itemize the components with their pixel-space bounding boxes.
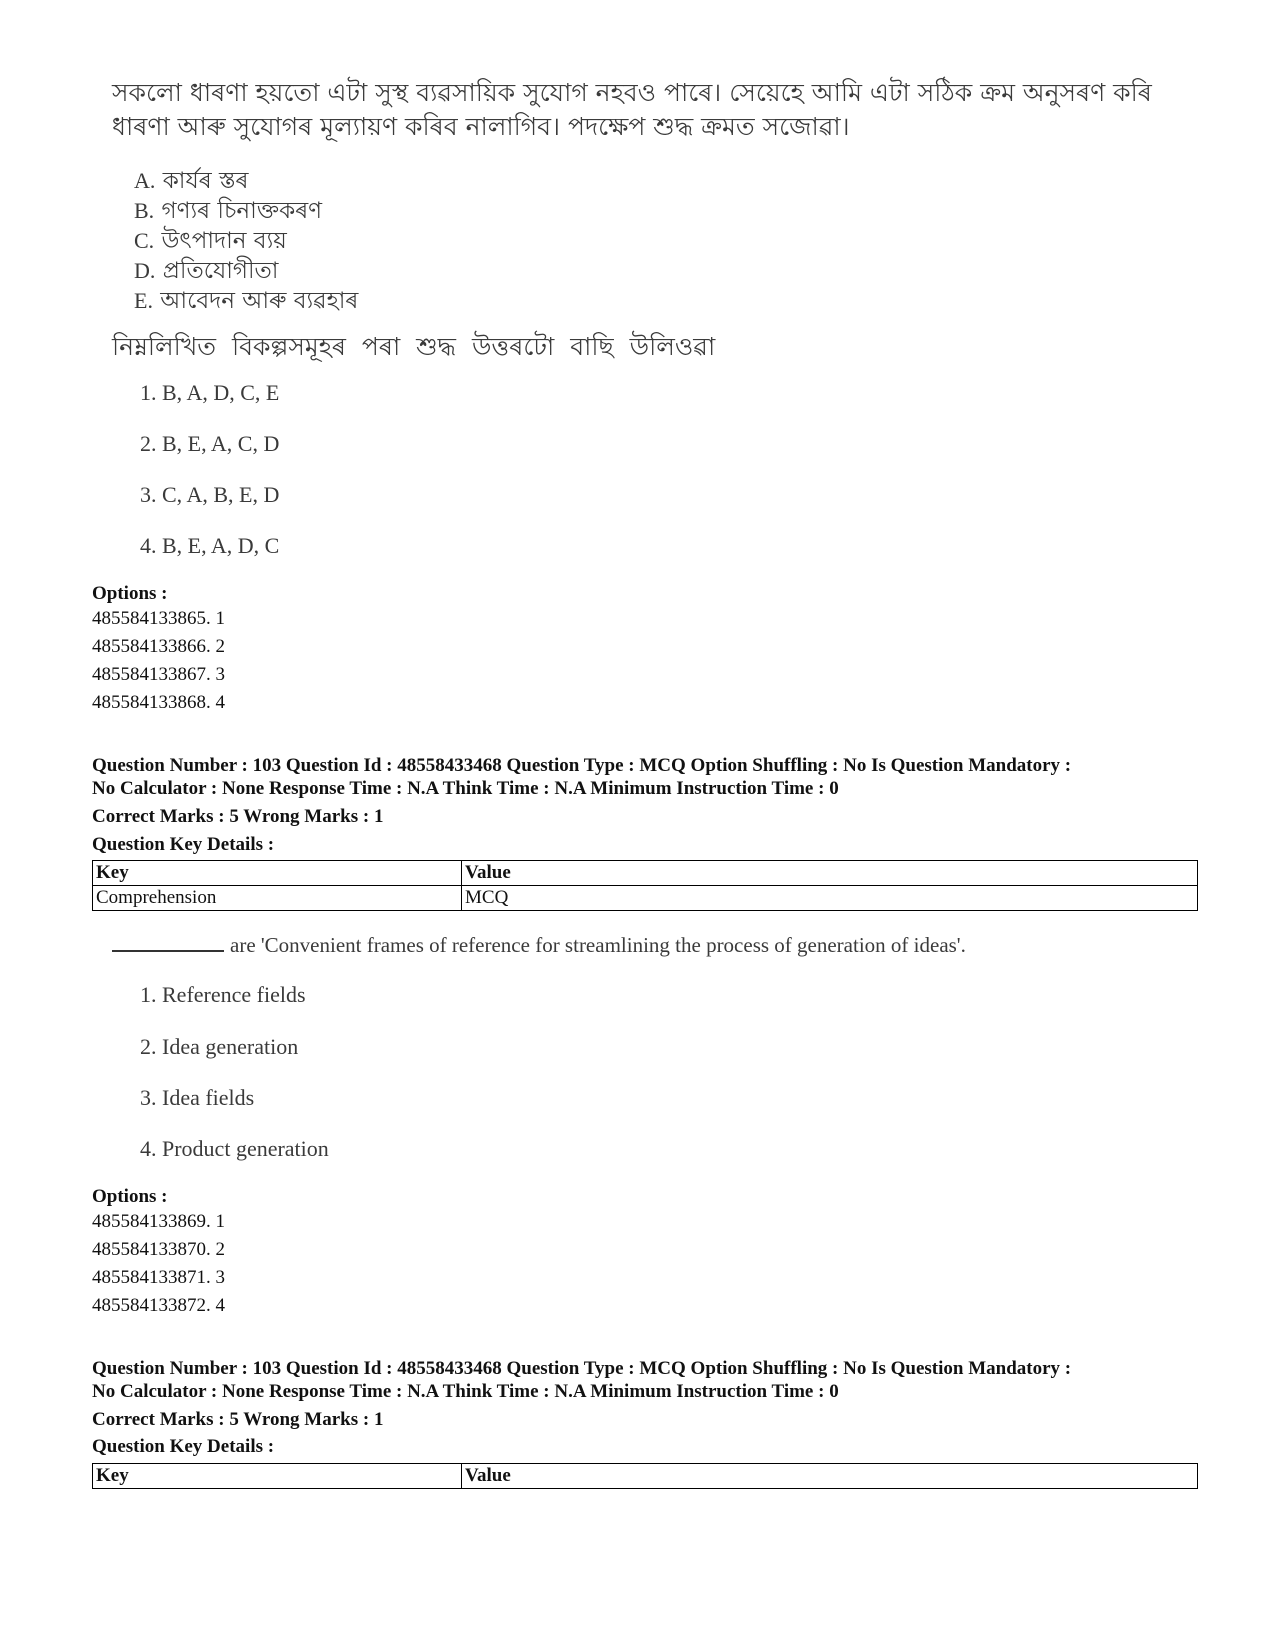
options-list [92,1208,225,1320]
item-text: কাৰ্যৰ স্তৰ [162,168,249,194]
item-text: গণ্যৰ চিনাক্তকৰণ [161,198,323,224]
table-cell-value: MCQ [462,886,1198,911]
option-item: 485584133865. 1 [92,608,225,629]
choice-3: 3. C, A, B, E, D [140,482,280,507]
choice-2: 2. Idea generation [140,1034,299,1059]
question-header-line-1: Question Number : 103 Question Id : 48558433468 Question Type : MCQ Option Shuffling : No Is Question Mandatory : [92,755,1072,776]
choice-3: 3. Idea fields [140,1085,255,1110]
key-details-label: Question Key Details : [92,834,275,855]
options-list [92,605,225,717]
item-text: প্ৰতিযোগীতা [162,258,279,284]
question-header-line-2: No Calculator : None Response Time : N.A Think Time : N.A Minimum Instruction Time : 0 [92,778,839,799]
table-cell-key: Comprehension [93,886,462,911]
list-item-e [134,282,358,321]
option-item: 485584133871. 3 [92,1267,225,1288]
question-instruction: নিম্নলিখিত বিকল্পসমূহৰ পৰা শুদ্ধ উত্তৰটো বাছি উলিওৱা [112,332,716,361]
choice-2: 2. B, E, A, C, D [140,431,280,456]
item-letter: E. [134,288,153,313]
table-header-value: Value [462,861,1198,886]
question-header-line-1: Question Number : 103 Question Id : 48558433468 Question Type : MCQ Option Shuffling : No Is Question Mandatory : [92,1358,1072,1379]
choice-4: 4. B, E, A, D, C [140,533,280,558]
item-letter: D. [134,258,156,283]
item-letter: B. [134,198,155,223]
option-item: 485584133869. 1 [92,1211,225,1232]
key-details-table [92,860,1198,911]
option-item: 485584133872. 4 [92,1295,225,1316]
choice-4: 4. Product generation [140,1136,329,1161]
option-item: 485584133870. 2 [92,1239,225,1260]
question-stem [112,930,966,958]
marks-line: Correct Marks : 5 Wrong Marks : 1 [92,1409,384,1430]
table-row [93,886,1198,911]
question-header-line-2: No Calculator : None Response Time : N.A Think Time : N.A Minimum Instruction Time : 0 [92,1381,839,1402]
key-details-table [92,1463,1198,1489]
item-letter: A. [134,168,156,193]
table-header-row [93,861,1198,886]
item-text: উৎপাদান ব্যয় [161,228,287,254]
item-letter: C. [134,228,155,253]
item-text: আবেদন আৰু ব্যৱহাৰ [160,288,359,314]
option-item: 485584133868. 4 [92,692,225,713]
question-stem-text: are 'Convenient frames of reference for streamlining the process of generation of ideas'. [230,933,966,957]
options-label: Options : [92,583,168,604]
table-header-row [93,1464,1198,1489]
question-stem-line-2: ধাৰণা আৰু সুযোগৰ মূল্যায়ণ কৰিব নালাগিব। পদক্ষেপ শুদ্ধ ক্ৰমত সজোৱা। [112,112,850,141]
table-header-value: Value [462,1464,1198,1489]
option-item: 485584133866. 2 [92,636,225,657]
table-header-key: Key [93,861,462,886]
table-header-key: Key [93,1464,462,1489]
option-item: 485584133867. 3 [92,664,225,685]
key-details-label: Question Key Details : [92,1436,275,1457]
choice-1: 1. Reference fields [140,982,306,1007]
question-stem-line-1: সকলো ধাৰণা হয়তো এটা সুস্থ ব্যৱসায়িক সুযোগ নহবও পাৰে। সেয়েহে আমি এটা সঠিক ক্ৰম অনুসৰণ কৰি [112,78,1152,107]
choice-1: 1. B, A, D, C, E [140,380,280,405]
fill-in-blank [112,930,224,952]
marks-line: Correct Marks : 5 Wrong Marks : 1 [92,806,384,827]
options-label: Options : [92,1186,168,1207]
